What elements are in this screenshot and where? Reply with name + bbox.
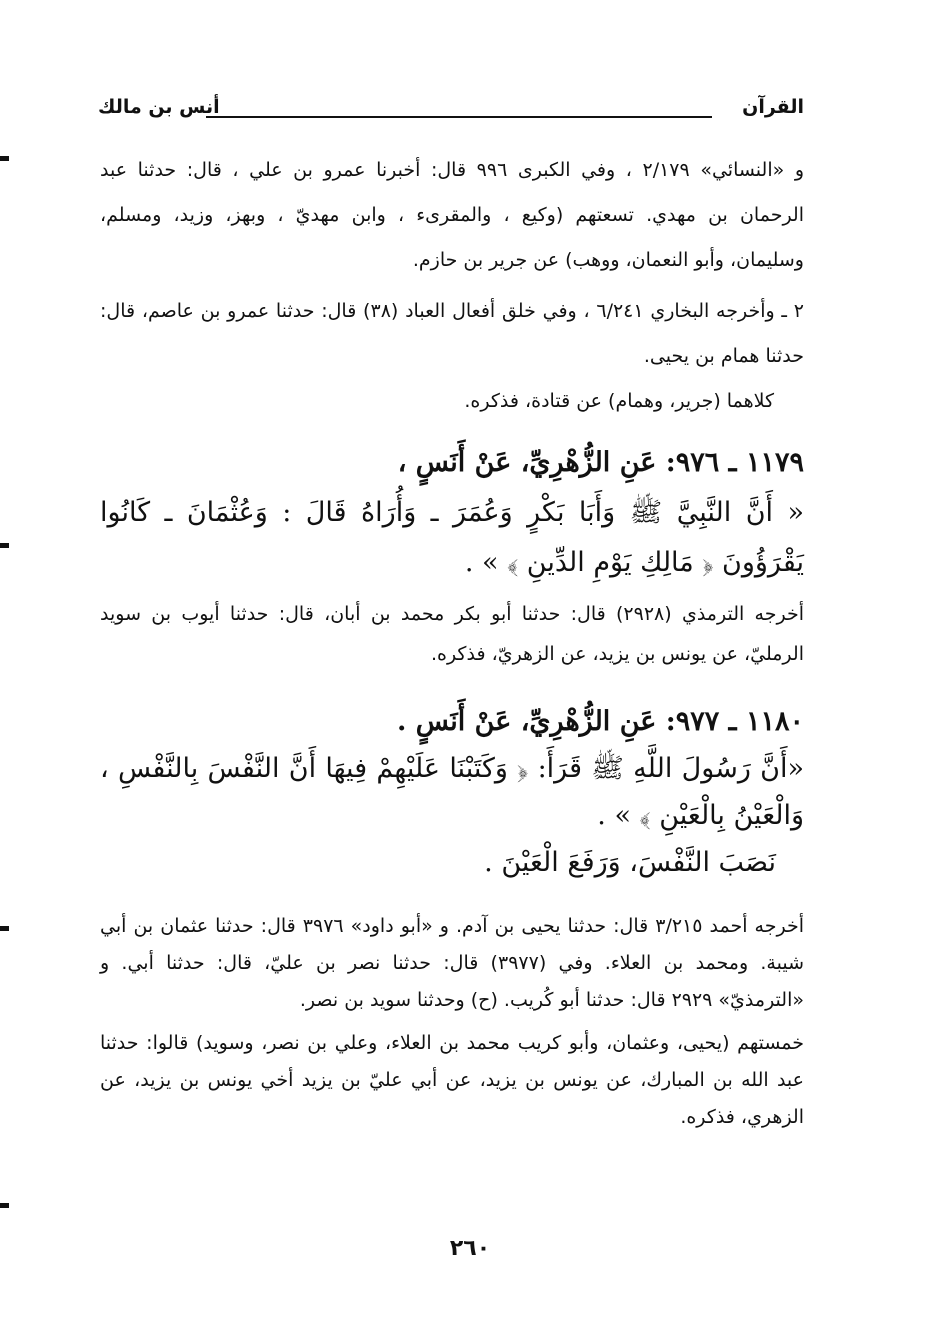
hadith-text: «أَنَّ رَسُولَ اللَّهِ ﷺ قَرَأَ: ﴿ وَكَتَبْنَا عَلَيْهِمْ فِيهَا أَنَّ النَّفْسَ بِالنَّفْسِ ، وَالْعَيْنُ بِالْعَيْنِ ﴾ » . (100, 753, 804, 831)
takhrij-1180 (100, 908, 804, 1136)
hadith-note: نَصَبَ النَّفْسَ، وَرَفَعَ الْعَيْنَ . (484, 847, 776, 878)
scan-edge-mark (0, 156, 9, 161)
scan-edge-mark (0, 1203, 9, 1208)
takhrij-paragraph: أخرجه أحمد ٣/٢١٥ قال: حدثنا يحيى بن آدم. و «أبو داود» ٣٩٧٦ قال: حدثنا عثمان بن أبي شيبة. ومحمد بن العلاء. وفي (٣٩٧٧) قال: حدثنا نصر بن عليّ، قال: حدثنا أبي. و «الترمذيّ» ٢٩٢٩ قال: حدثنا أبو كُريب. (ح) وحدثنا سويد بن نصر. (100, 915, 804, 1011)
hadith-heading: ١١٧٩ ـ ٩٧٦: عَنِ الزُّهْرِيِّ، عَنْ أَنَسٍ ، (397, 447, 804, 478)
hadith-1180 (100, 698, 804, 886)
header-chapter-title: القرآن (742, 96, 804, 118)
hadith-heading: ١١٨٠ ـ ٩٧٧: عَنِ الزُّهْرِيِّ، عَنْ أَنَسٍ . (397, 706, 804, 737)
takhrij-paragraph: خمستهم (يحيى، وعثمان، وأبو كريب محمد بن العلاء، وعلي بن نصر، وسويد) قالوا: حدثنا عبد الله بن المبارك، عن يونس بن يزيد، عن أبي عليّ بن يزيد أخي يونس بن يزيد، عن الزهري، فذكره. (100, 1032, 804, 1128)
takhrij-paragraph: كلاهما (جرير، وهمام) عن قتادة، فذكره. (464, 390, 774, 412)
takhrij-section-continued (100, 148, 804, 424)
takhrij-paragraph: ٢ ـ وأخرجه البخاري ٦/٢٤١ ، وفي خلق أفعال العباد (٣٨) قال: حدثنا عمرو بن عاصم، قال: حدثنا همام بن يحيى. (100, 300, 804, 367)
header-narrator-title: أنس بن مالك (98, 96, 220, 118)
header-rule (206, 116, 712, 118)
takhrij-paragraph: و «النسائي» ٢/١٧٩ ، وفي الكبرى ٩٩٦ قال: أخبرنا عمرو بن علي ، قال: حدثنا عبد الرحمان بن مهدي. تسعتهم (وكيع ، والمقرىء ، وابن مهديّ ، وبهز، وزيد، ومسلم، وسليمان، وأبو النعمان، ووهب) عن جرير بن حازم. (100, 159, 804, 271)
page-number: ٢٦٠ (449, 1236, 491, 1261)
scan-edge-mark (0, 543, 9, 548)
hadith-text: « أَنَّ النَّبِيَّ ﷺ وَأَبَا بَكْرٍ وَعُمَرَ ـ وَأُرَاهُ قَالَ : وَعُثْمَانَ ـ كَانُوا يَقْرَؤُونَ ﴿ مَالِكِ يَوْمِ الدِّينِ ﴾ » . (100, 497, 804, 578)
running-header (98, 92, 804, 126)
scan-edge-mark (0, 926, 9, 931)
hadith-1179 (100, 438, 804, 588)
takhrij-paragraph: أخرجه الترمذي (٢٩٢٨) قال: حدثنا أبو بكر محمد بن أبان، قال: حدثنا أيوب بن سويد الرمليّ، عن يونس بن يزيد، عن الزهريّ، فذكره. (100, 603, 804, 665)
takhrij-1179 (100, 594, 804, 674)
